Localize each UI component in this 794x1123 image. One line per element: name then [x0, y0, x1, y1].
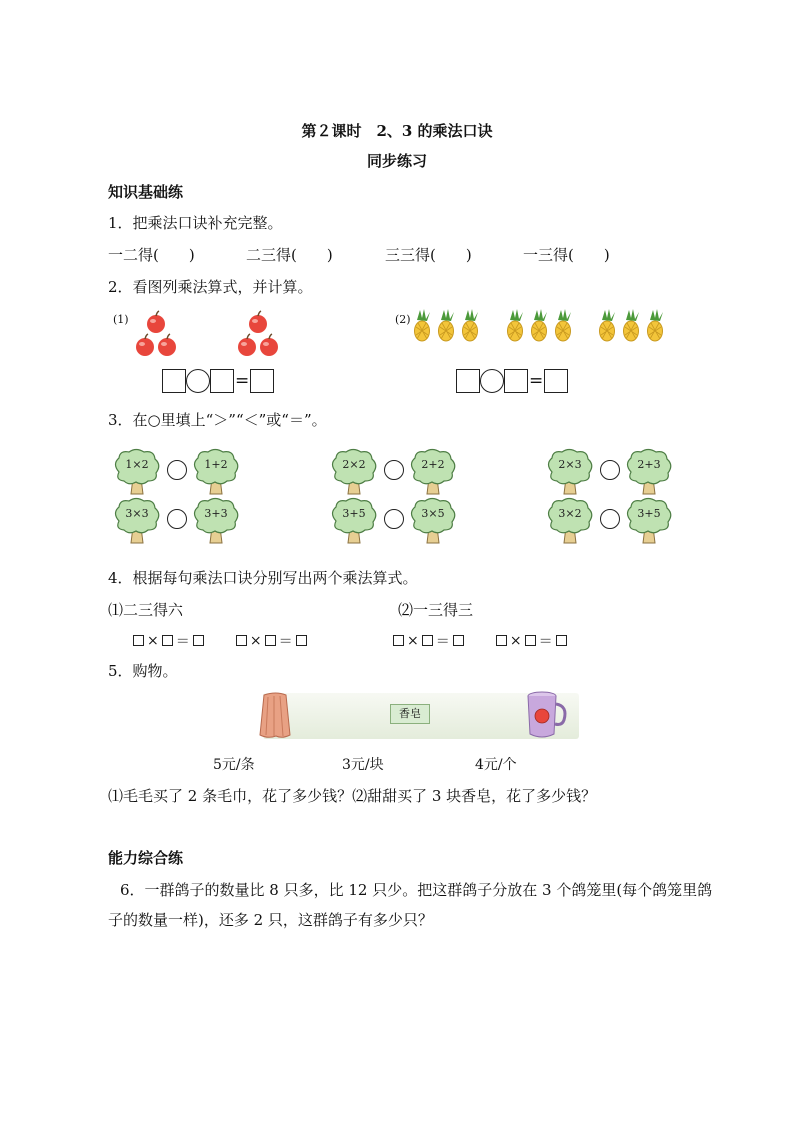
pineapple-icon: [648, 309, 664, 341]
equals-sign: =: [529, 371, 544, 391]
tree-expression-left: 1×2: [125, 458, 149, 471]
tree-expression-left: 2×2: [342, 458, 366, 471]
q2-part2-equation: [456, 369, 568, 393]
answer-box[interactable]: [393, 635, 404, 646]
pineapple-icon: [624, 309, 640, 341]
section-title-ability: 能力综合练: [108, 849, 184, 867]
tree-expression-right: 2+3: [637, 458, 661, 471]
answer-box[interactable]: [422, 635, 433, 646]
answer-box[interactable]: [210, 369, 234, 393]
tree-expression-left: 2×3: [558, 458, 582, 471]
q1-item-4[interactable]: 一三得( ): [523, 246, 610, 264]
answer-box[interactable]: [544, 369, 568, 393]
answer-box[interactable]: [525, 635, 536, 646]
q1-item-1[interactable]: 一二得( ): [108, 246, 195, 264]
tree-expression-left: 3×2: [558, 507, 582, 520]
tree-icon: [329, 497, 379, 545]
q2-part1-label: (1): [113, 313, 129, 326]
tree-icon: [112, 448, 162, 496]
pineapple-icon: [556, 309, 572, 341]
tree-expression-left: 3×3: [125, 507, 149, 520]
compare-circle[interactable]: [384, 460, 404, 480]
compare-circle[interactable]: [600, 509, 620, 529]
q5-question: ⑴毛毛买了 2 条毛巾，花了多少钱？⑵甜甜买了 3 块香皂，花了多少钱？: [108, 787, 597, 805]
question-6-line-2: 子的数量一样)，还多 2 只，这群鸽子有多少只？: [108, 911, 433, 929]
pineapple-illustration: [405, 307, 675, 343]
tree-icon: [329, 448, 379, 496]
tree-icon: [408, 448, 458, 496]
q4-part2-equations: × ＝ × ＝: [393, 630, 567, 651]
tree-icon: [624, 448, 674, 496]
compare-circle[interactable]: [600, 460, 620, 480]
q1-item-3[interactable]: 三三得( ): [385, 246, 472, 264]
compare-circle[interactable]: [384, 509, 404, 529]
answer-box[interactable]: [456, 369, 480, 393]
tree-expression-right: 3+5: [637, 507, 661, 520]
apple-icon: [147, 311, 165, 333]
soap-icon: [390, 704, 430, 724]
pineapple-icon: [463, 309, 479, 341]
cup-icon: [524, 690, 570, 742]
question-3: 3．在○里填上“＞”“＜”或“＝”。: [108, 411, 327, 429]
tree-expression-right: 1+2: [204, 458, 228, 471]
answer-box[interactable]: [556, 635, 567, 646]
pineapple-icon: [508, 309, 524, 341]
answer-box[interactable]: [133, 635, 144, 646]
question-6-line-1: 6．一群鸽子的数量比 8 只多，比 12 只少。把这群鸽子分放在 3 个鸽笼里(每个鸽笼里鸽: [120, 881, 713, 899]
soap-label: 香皂: [399, 707, 421, 720]
question-1: 1．把乘法口诀补充完整。: [108, 214, 283, 232]
soap-price: 3元/块: [342, 757, 384, 773]
answer-box[interactable]: [504, 369, 528, 393]
tree-expression-left: 3+5: [342, 507, 366, 520]
equals-sign: =: [235, 371, 250, 391]
apple-icon: [238, 334, 256, 356]
page-title: 第２课时 2、3 的乘法口诀: [301, 122, 493, 140]
pineapple-icon: [415, 309, 431, 341]
towel-price: 5元/条: [213, 757, 255, 773]
operator-circle[interactable]: [186, 369, 210, 393]
answer-box[interactable]: [193, 635, 204, 646]
answer-box[interactable]: [496, 635, 507, 646]
q2-part2-label: (2): [395, 313, 411, 326]
q2-part1-equation: [162, 369, 274, 393]
pineapple-icon: [600, 309, 616, 341]
answer-box[interactable]: [162, 369, 186, 393]
towel-icon: [256, 691, 296, 741]
q4-part1: ⑴二三得六: [108, 601, 184, 619]
question-4: 4．根据每句乘法口诀分别写出两个乘法算式。: [108, 569, 418, 587]
answer-box[interactable]: [453, 635, 464, 646]
operator-circle[interactable]: [480, 369, 504, 393]
tree-icon: [624, 497, 674, 545]
tree-icon: [408, 497, 458, 545]
tree-icon: [112, 497, 162, 545]
answer-box[interactable]: [162, 635, 173, 646]
pineapple-icon: [532, 309, 548, 341]
question-5: 5．购物。: [108, 662, 178, 680]
tree-icon: [545, 497, 595, 545]
q1-item-2[interactable]: 二三得( ): [246, 246, 333, 264]
answer-box[interactable]: [236, 635, 247, 646]
tree-expression-right: 2+2: [421, 458, 445, 471]
compare-circle[interactable]: [167, 460, 187, 480]
pineapple-icon: [439, 309, 455, 341]
apple-icon: [249, 311, 267, 333]
answer-box[interactable]: [296, 635, 307, 646]
apple-icon: [260, 334, 278, 356]
answer-box[interactable]: [250, 369, 274, 393]
answer-box[interactable]: [265, 635, 276, 646]
tree-icon: [545, 448, 595, 496]
question-2: 2．看图列乘法算式，并计算。: [108, 278, 313, 296]
section-title-basic: 知识基础练: [108, 183, 184, 201]
cup-price: 4元/个: [475, 757, 517, 773]
tree-icon: [191, 448, 241, 496]
apple-icon: [136, 334, 154, 356]
page-subtitle: 同步练习: [366, 152, 427, 170]
apple-icon: [158, 334, 176, 356]
apple-illustration: [125, 308, 295, 360]
q4-part1-equations: × ＝ × ＝: [133, 630, 307, 651]
q4-part2: ⑵一三得三: [398, 601, 474, 619]
tree-expression-right: 3+3: [204, 507, 228, 520]
tree-expression-right: 3×5: [421, 507, 445, 520]
compare-circle[interactable]: [167, 509, 187, 529]
tree-icon: [191, 497, 241, 545]
